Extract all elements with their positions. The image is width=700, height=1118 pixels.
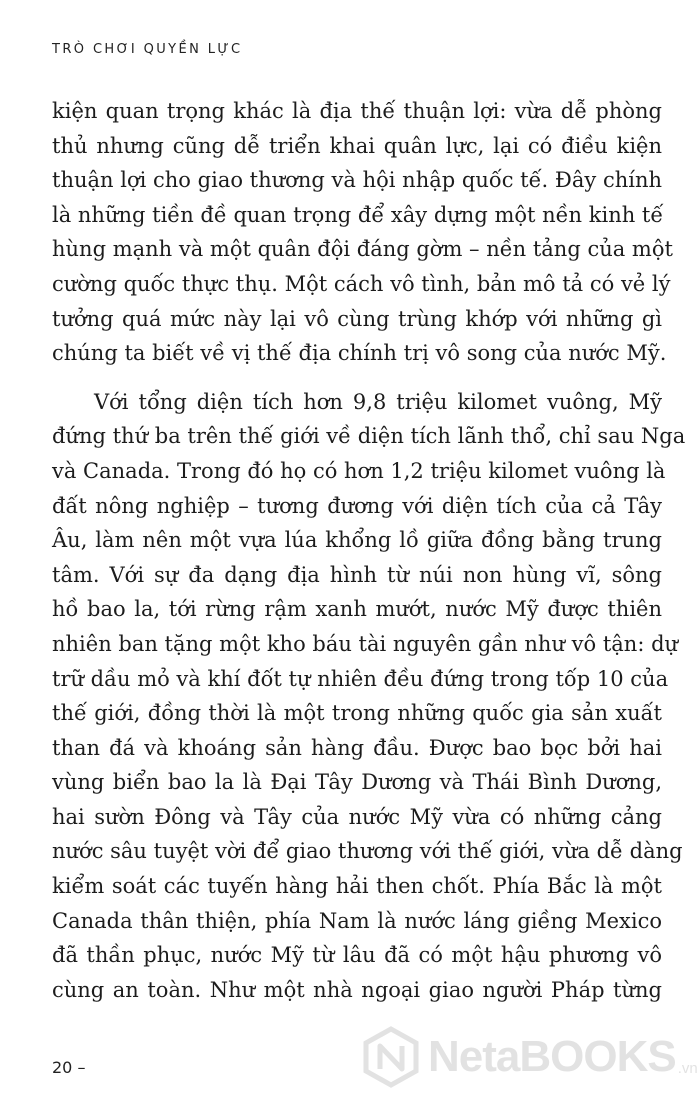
text-line: Với tổng diện tích hơn 9,8 triệu kilomet vuông, Mỹ: [94, 389, 662, 414]
text-line: tưởng quá mức này lại vô cùng trùng khớp với những gì: [52, 306, 662, 331]
watermark-suffix: .vn: [677, 1059, 698, 1077]
text-line: cùng an toàn. Như một nhà ngoại giao người Pháp từng: [52, 977, 662, 1002]
text-line: tâm. Với sự đa dạng địa hình từ núi non hùng vĩ, sông: [52, 562, 662, 587]
text-line: nước sâu tuyệt vời để giao thương với thế giới, vừa dễ dàng: [52, 839, 683, 864]
text-line: Canada thân thiện, phía Nam là nước láng giềng Mexico: [52, 908, 662, 933]
text-line: chúng ta biết về vị thế địa chính trị vô song của nước Mỹ.: [52, 341, 667, 366]
text-line: là những tiền đề quan trọng để xây dựng một nền kinh tế: [52, 202, 664, 227]
text-line: than đá và khoáng sản hàng đầu. Được bao bọc bởi hai: [52, 735, 662, 760]
paragraph: [52, 385, 686, 1008]
text-line: kiểm soát các tuyến hàng hải then chốt. Phía Bắc là một: [52, 874, 662, 899]
text-line: đứng thứ ba trên thế giới về diện tích lãnh thổ, chỉ sau Nga: [52, 424, 686, 449]
text-line: kiện quan trọng khác là địa thế thuận lợi: vừa dễ phòng: [52, 99, 662, 123]
text-line: hùng mạnh và một quân đội đáng gờm – nền tảng của một: [52, 237, 673, 262]
text-line: trữ dầu mỏ và khí đốt tự nhiên đều đứng trong tốp 10 của: [52, 666, 669, 691]
watermark-text: NetaBOOKS: [428, 1032, 676, 1081]
text-line: đã thần phục, nước Mỹ từ lâu đã có một hậu phương vô: [52, 943, 662, 968]
body-text: [52, 94, 686, 1007]
text-line: hồ bao la, tới rừng rậm xanh mướt, nước Mỹ được thiên: [52, 597, 662, 622]
text-line: hai sườn Đông và Tây của nước Mỹ vừa có những cảng: [52, 804, 662, 829]
running-header: TRÒ CHƠI QUYỀN LỰC: [52, 42, 243, 57]
page-number: 20 –: [52, 1058, 86, 1077]
text-line: thuận lợi cho giao thương và hội nhập quốc tế. Đây chính: [52, 168, 662, 193]
watermark: [360, 1026, 698, 1088]
text-line: Âu, làm nên một vựa lúa khổng lồ giữa đồng bằng trung: [52, 528, 662, 553]
netabooks-logo-icon: [360, 1026, 422, 1088]
text-line: và Canada. Trong đó họ có hơn 1,2 triệu kilomet vuông là: [52, 458, 666, 483]
text-line: nhiên ban tặng một kho báu tài nguyên gần như vô tận: dự: [52, 631, 679, 656]
text-line: cường quốc thực thụ. Một cách vô tình, bản mô tả có vẻ lý: [52, 271, 671, 296]
text-line: thế giới, đồng thời là một trong những quốc gia sản xuất: [52, 701, 662, 726]
text-line: đất nông nghiệp – tương đương với diện tích của cả Tây: [52, 493, 662, 518]
text-line: thủ nhưng cũng dễ triển khai quân lực, lại có điều kiện: [52, 133, 662, 158]
text-line: vùng biển bao la là Đại Tây Dương và Thái Bình Dương,: [52, 770, 662, 795]
paragraph: [52, 94, 673, 371]
